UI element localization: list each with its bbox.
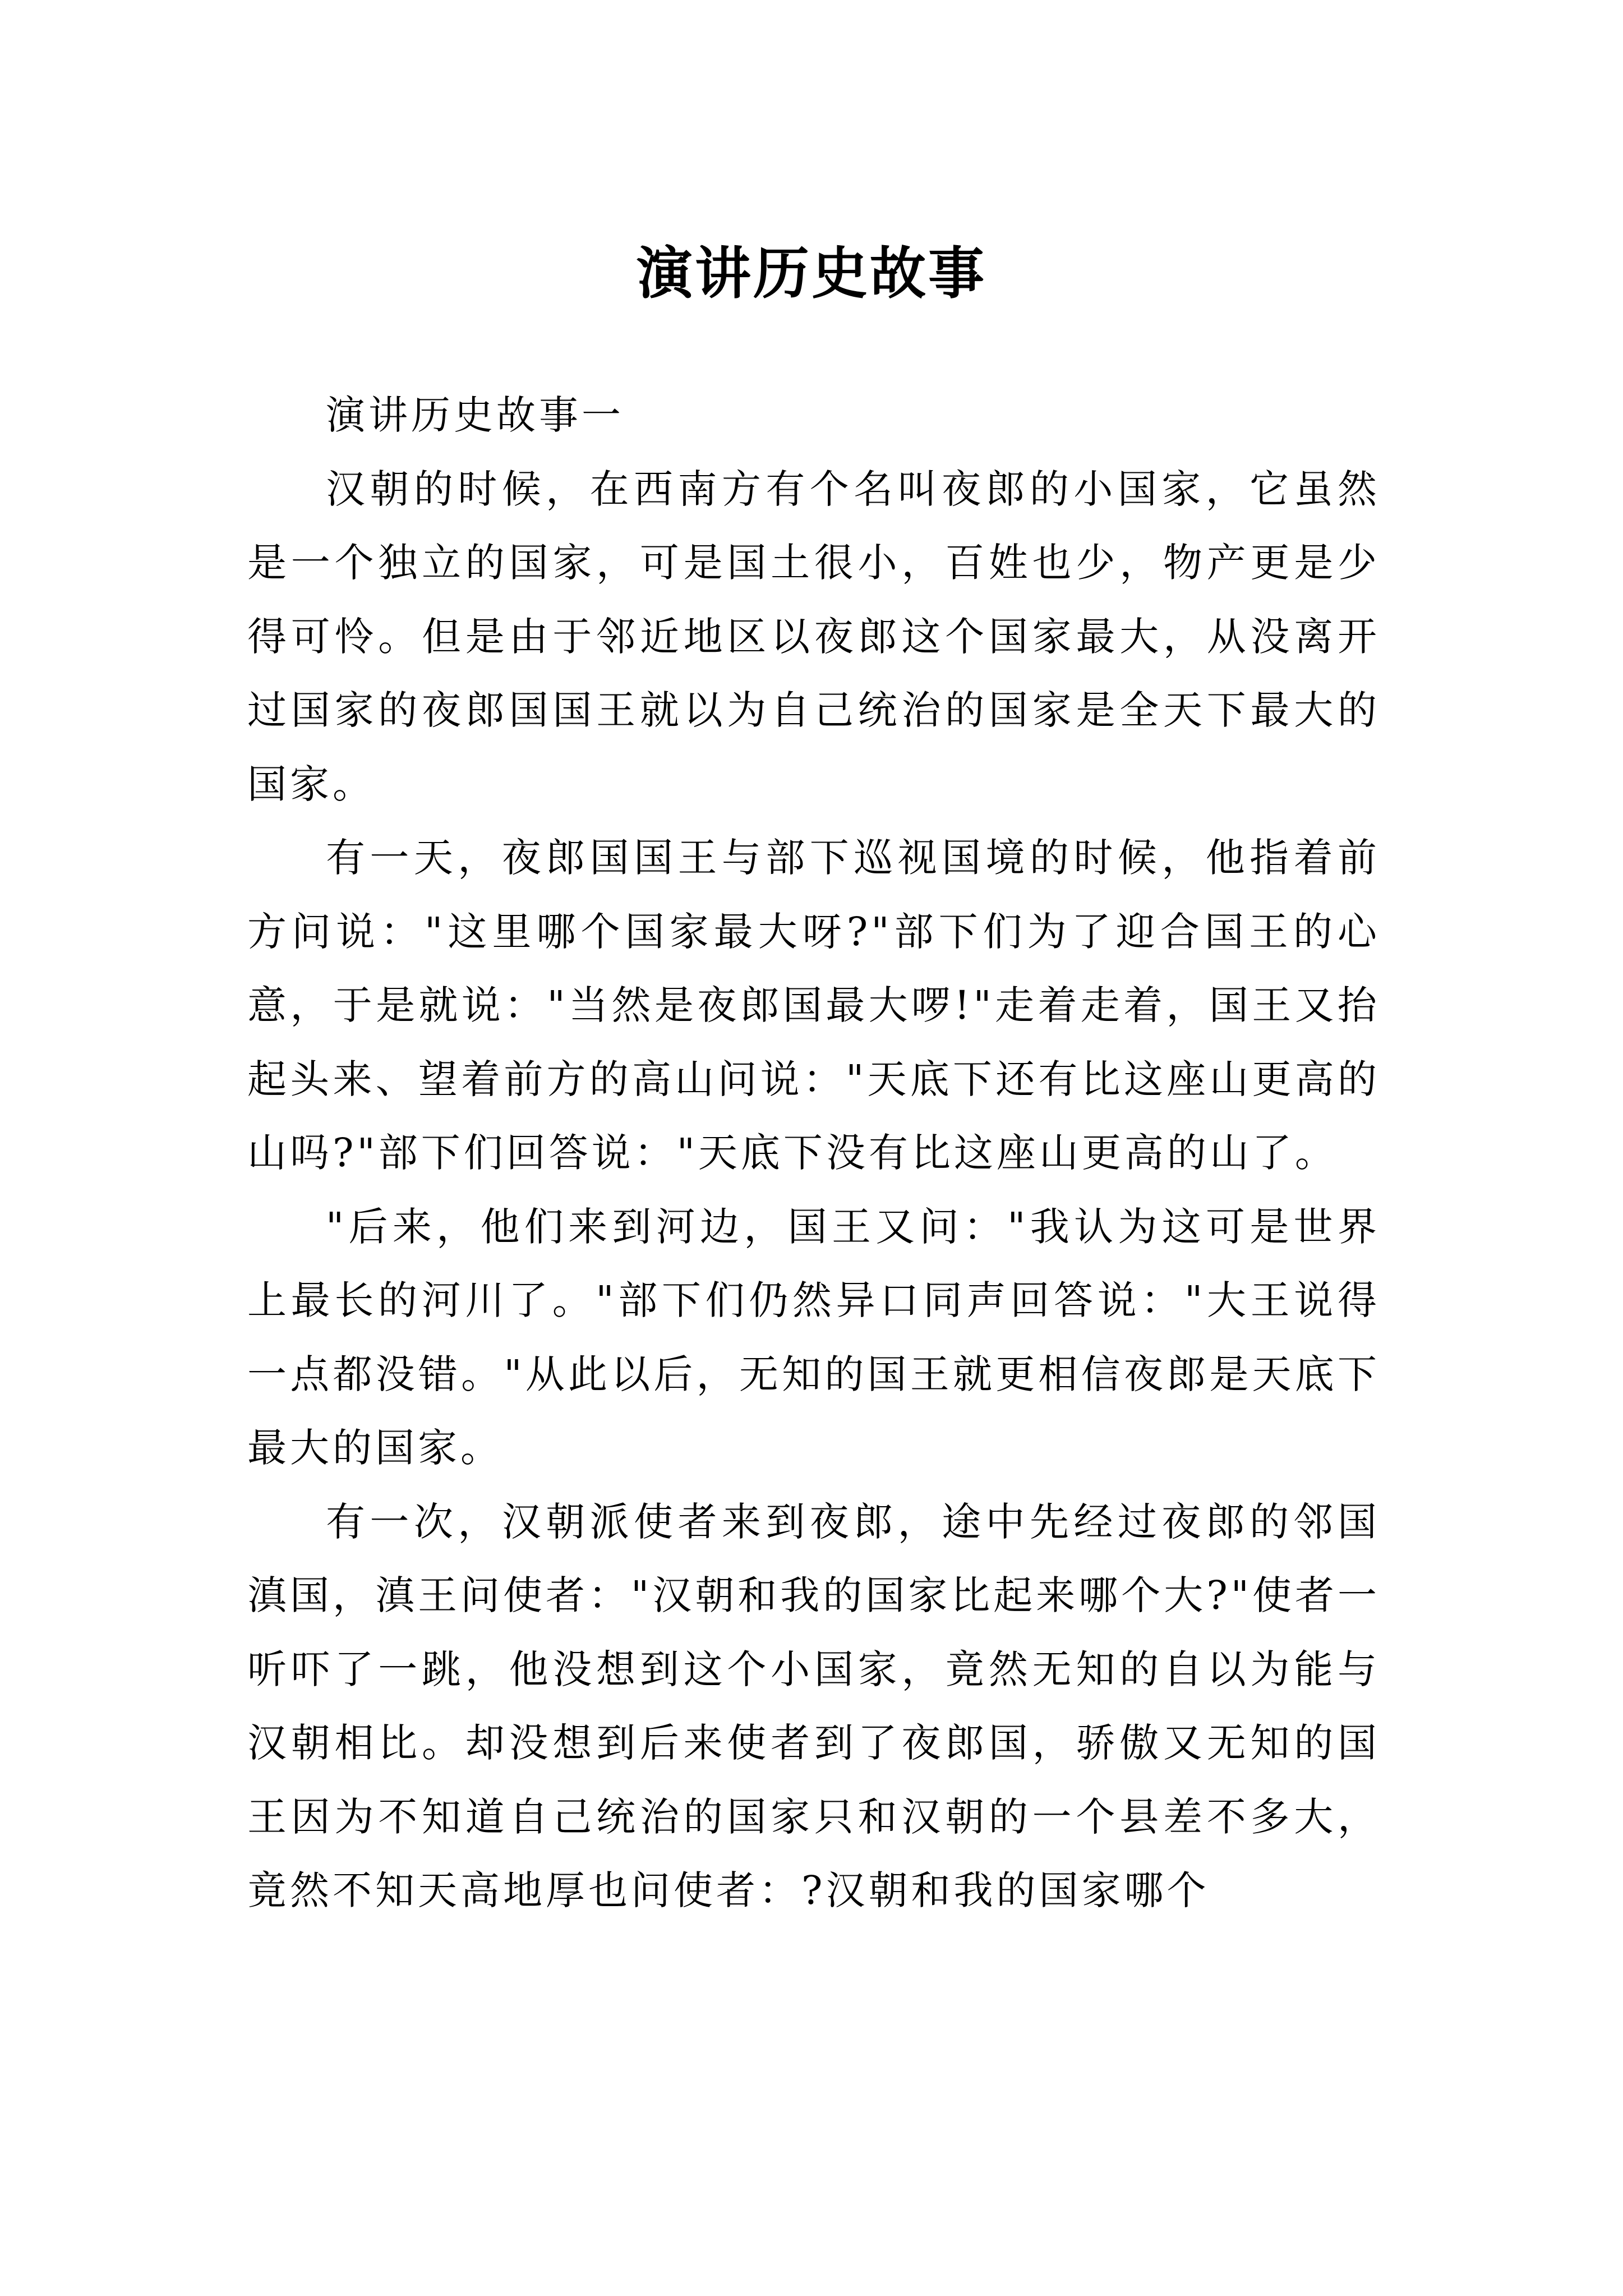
document-body xyxy=(247,379,1380,1928)
paragraph: 汉朝的时候，在西南方有个名叫夜郎的小国家，它虽然是一个独立的国家，可是国土很小，百姓也少，物产更是少得可怜。但是由于邻近地区以夜郎这个国家最大，从没离开过国家的夜郎国国王就以为自己统治的国家是全天下最大的国家。 xyxy=(247,466,1380,807)
document-title: 演讲历史故事 xyxy=(637,240,986,306)
paragraph: 有一天，夜郎国国王与部下巡视国境的时候，他指着前方问说："这里哪个国家最大呀?"部下们为了迎合国王的心意，于是就说："当然是夜郎国最大啰!"走着走着，国王又抬起头来、望着前方的高山问说："天底下还有比这座山更高的山吗?"部下们回答说："天底下没有比这座山更高的山了。 xyxy=(247,835,1380,1176)
paragraph-subheading: 演讲历史故事一 xyxy=(326,392,624,438)
paragraph: "后来，他们来到河边，国王又问："我认为这可是世界上最长的河川了。"部下们仍然异口同声回答说："大王说得一点都没错。"从此以后，无知的国王就更相信夜郎是天底下最大的国家。 xyxy=(247,1203,1380,1471)
paragraph: 有一次，汉朝派使者来到夜郎，途中先经过夜郎的邻国滇国，滇王问使者："汉朝和我的国家比起来哪个大?"使者一听吓了一跳，他没想到这个小国家，竟然无知的自以为能与汉朝相比。却没想到后来使者到了夜郎国，骄傲又无知的国王因为不知道自己统治的国家只和汉朝的一个县差不多大，竟然不知天高地厚也问使者：?汉朝和我的国家哪个 xyxy=(247,1498,1380,1913)
